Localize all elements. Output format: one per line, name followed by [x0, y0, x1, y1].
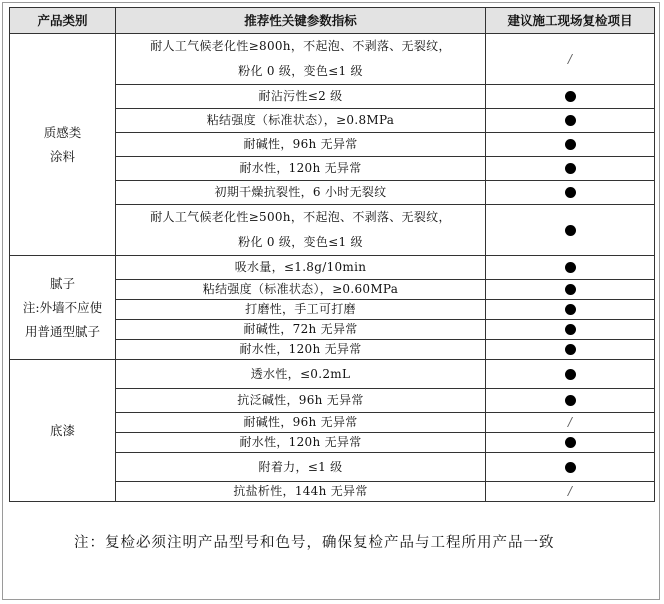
filled-circle-icon: [565, 115, 576, 126]
parameter-cell: 抗盐析性，144h 无异常: [116, 482, 486, 502]
recheck-cell: [486, 433, 655, 453]
recheck-cell: [486, 360, 655, 389]
slash-icon: /: [567, 51, 573, 66]
recheck-cell: [486, 157, 655, 181]
parameter-cell: 耐水性，120h 无异常: [116, 340, 486, 360]
recheck-cell: [486, 413, 655, 433]
recheck-cell: [486, 181, 655, 205]
recheck-cell: [486, 300, 655, 320]
category-cell: 质感类 涂料: [10, 34, 116, 256]
slash-icon: /: [567, 415, 573, 429]
filled-circle-icon: [565, 462, 576, 473]
recheck-cell: [486, 256, 655, 280]
footnote: 注：复检必须注明产品型号和色号，确保复检产品与工程所用产品一致: [74, 535, 555, 551]
header-category: 产品类别: [10, 8, 116, 34]
parameter-cell: 耐水性，120h 无异常: [116, 157, 486, 181]
parameter-cell: 抗泛碱性，96h 无异常: [116, 389, 486, 413]
parameter-cell: 耐人工气候老化性≥800h，不起泡、不剥落、无裂纹， 粉化 0 级，变色≤1 级: [116, 34, 486, 85]
filled-circle-icon: [565, 369, 576, 380]
parameter-cell: 初期干燥抗裂性，6 小时无裂纹: [116, 181, 486, 205]
parameter-cell: 粘结强度（标准状态），≥0.8MPa: [116, 109, 486, 133]
recheck-cell: [486, 85, 655, 109]
recheck-cell: [486, 34, 655, 85]
parameter-cell: 粘结强度（标准状态），≥0.60MPa: [116, 280, 486, 300]
parameter-cell: 耐人工气候老化性≥500h，不起泡、不剥落、无裂纹， 粉化 0 级，变色≤1 级: [116, 205, 486, 256]
table-header-row: [10, 8, 655, 34]
filled-circle-icon: [565, 344, 576, 355]
parameter-cell: 耐水性，120h 无异常: [116, 433, 486, 453]
recheck-cell: [486, 133, 655, 157]
filled-circle-icon: [565, 163, 576, 174]
parameter-cell: 打磨性，手工可打磨: [116, 300, 486, 320]
filled-circle-icon: [565, 437, 576, 448]
table-row: [10, 256, 655, 280]
recheck-cell: [486, 453, 655, 482]
header-recheck: 建议施工现场复检项目: [486, 8, 655, 34]
table-body: [10, 34, 655, 502]
category-cell: 腻子 注:外墙不应使 用普通型腻子: [10, 256, 116, 360]
recheck-cell: [486, 340, 655, 360]
parameter-cell: 透水性，≤0.2mL: [116, 360, 486, 389]
parameter-cell: 耐碱性，96h 无异常: [116, 133, 486, 157]
filled-circle-icon: [565, 225, 576, 236]
parameter-cell: 耐碱性，72h 无异常: [116, 320, 486, 340]
recheck-cell: [486, 109, 655, 133]
filled-circle-icon: [565, 262, 576, 273]
parameter-cell: 耐沾污性≤2 级: [116, 85, 486, 109]
filled-circle-icon: [565, 91, 576, 102]
recheck-cell: [486, 320, 655, 340]
parameter-cell: 吸水量，≤1.8g/10min: [116, 256, 486, 280]
filled-circle-icon: [565, 187, 576, 198]
header-parameters: 推荐性关键参数指标: [116, 8, 486, 34]
recheck-cell: [486, 280, 655, 300]
recheck-cell: [486, 205, 655, 256]
filled-circle-icon: [565, 139, 576, 150]
filled-circle-icon: [565, 395, 576, 406]
recheck-table: [9, 7, 655, 502]
parameter-cell: 耐碱性，96h 无异常: [116, 413, 486, 433]
table-row: [10, 34, 655, 85]
parameter-cell: 附着力，≤1 级: [116, 453, 486, 482]
slash-icon: /: [567, 484, 573, 498]
recheck-cell: [486, 482, 655, 502]
filled-circle-icon: [565, 304, 576, 315]
category-cell: 底漆: [10, 360, 116, 502]
filled-circle-icon: [565, 284, 576, 295]
filled-circle-icon: [565, 324, 576, 335]
recheck-cell: [486, 389, 655, 413]
table-row: [10, 360, 655, 389]
